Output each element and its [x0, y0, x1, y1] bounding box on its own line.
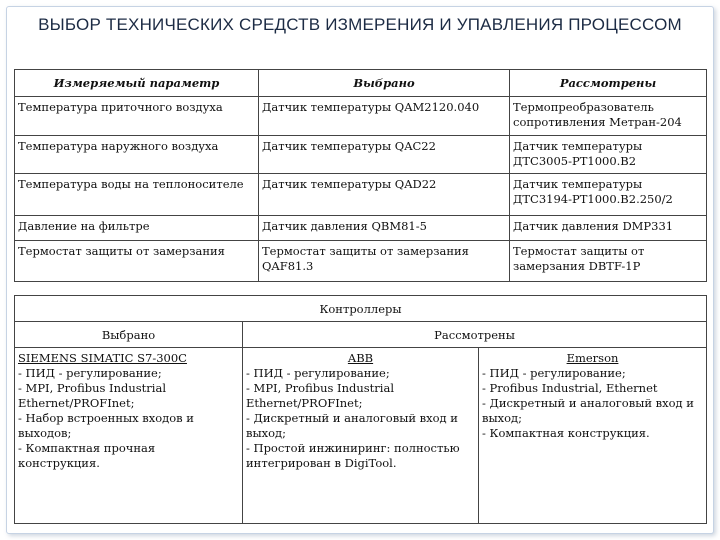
- siemens-cell: [15, 348, 243, 524]
- feature-line: - Компактная прочная конструкция.: [18, 441, 156, 470]
- feature-line: - ПИД - регулирование;: [18, 366, 162, 380]
- feature-line: - ПИД - регулирование;: [482, 366, 626, 380]
- table-row: [15, 136, 707, 174]
- sensors-table: [14, 69, 707, 282]
- header-considered: Рассмотрены: [510, 70, 707, 97]
- feature-line: - Profibus Industrial, Ethernet: [482, 381, 658, 395]
- considered-cell: Термопреобразователь сопротивления Метран-204: [510, 97, 707, 136]
- header-selected: Выбрано: [259, 70, 510, 97]
- emerson-cell: [479, 348, 707, 524]
- table-row: [15, 216, 707, 241]
- parameter-cell: Температура воды на теплоносителе: [15, 174, 259, 216]
- controllers-section-title: Контроллеры: [15, 296, 707, 322]
- parameter-cell: Температура приточного воздуха: [15, 97, 259, 136]
- controllers-considered-header: Рассмотрены: [243, 322, 707, 348]
- controllers-selected-header: Выбрано: [15, 322, 243, 348]
- parameter-cell: Давление на фильтре: [15, 216, 259, 241]
- selected-cell: Термостат защиты от замерзания QAF81.3: [259, 241, 510, 282]
- abb-name: ABB: [347, 351, 374, 365]
- feature-line: - MPI, Profibus Industrial Ethernet/PROFInet;: [246, 381, 395, 410]
- considered-cell: Датчик температуры ДТС3005-РТ1000.В2: [510, 136, 707, 174]
- emerson-name: Emerson: [566, 351, 619, 365]
- considered-cell: Датчик давления DMP331: [510, 216, 707, 241]
- feature-line: - Дискретный и аналоговый вход и выход;: [482, 396, 694, 425]
- feature-line: - Дискретный и аналоговый вход и выход;: [246, 411, 458, 440]
- feature-line: - MPI, Profibus Industrial Ethernet/PROFInet;: [18, 381, 167, 410]
- table-row: [15, 174, 707, 216]
- abb-cell: [243, 348, 479, 524]
- parameter-cell: Термостат защиты от замерзания: [15, 241, 259, 282]
- feature-line: - Компактная конструкция.: [482, 426, 650, 440]
- table-row: [15, 241, 707, 282]
- selected-cell: Датчик температуры QAD22: [259, 174, 510, 216]
- siemens-name: SIEMENS SIMATIC S7-300С: [18, 351, 187, 365]
- considered-cell: Датчик температуры ДТС3194-PT1000.B2.250/2: [510, 174, 707, 216]
- considered-cell: Термостат защиты от замерзания DBTF-1P: [510, 241, 707, 282]
- feature-line: - Набор встроенных входов и выходов;: [18, 411, 194, 440]
- slide-title: ВЫБОР ТЕХНИЧЕСКИХ СРЕДСТВ ИЗМЕРЕНИЯ И УПАВЛЕНИЯ ПРОЦЕССОМ: [38, 15, 682, 34]
- header-parameter: Измеряемый параметр: [15, 70, 259, 97]
- feature-line: - ПИД - регулирование;: [246, 366, 390, 380]
- selected-cell: Датчик давления QBM81-5: [259, 216, 510, 241]
- controllers-table: [14, 295, 707, 524]
- table-row: [15, 97, 707, 136]
- parameter-cell: Температура наружного воздуха: [15, 136, 259, 174]
- table-header-row: [15, 70, 707, 97]
- feature-line: - Простой инжиниринг: полностью интегрирован в DigiTool.: [246, 441, 460, 470]
- selected-cell: Датчик температуры QAC22: [259, 136, 510, 174]
- selected-cell: Датчик температуры QAM2120.040: [259, 97, 510, 136]
